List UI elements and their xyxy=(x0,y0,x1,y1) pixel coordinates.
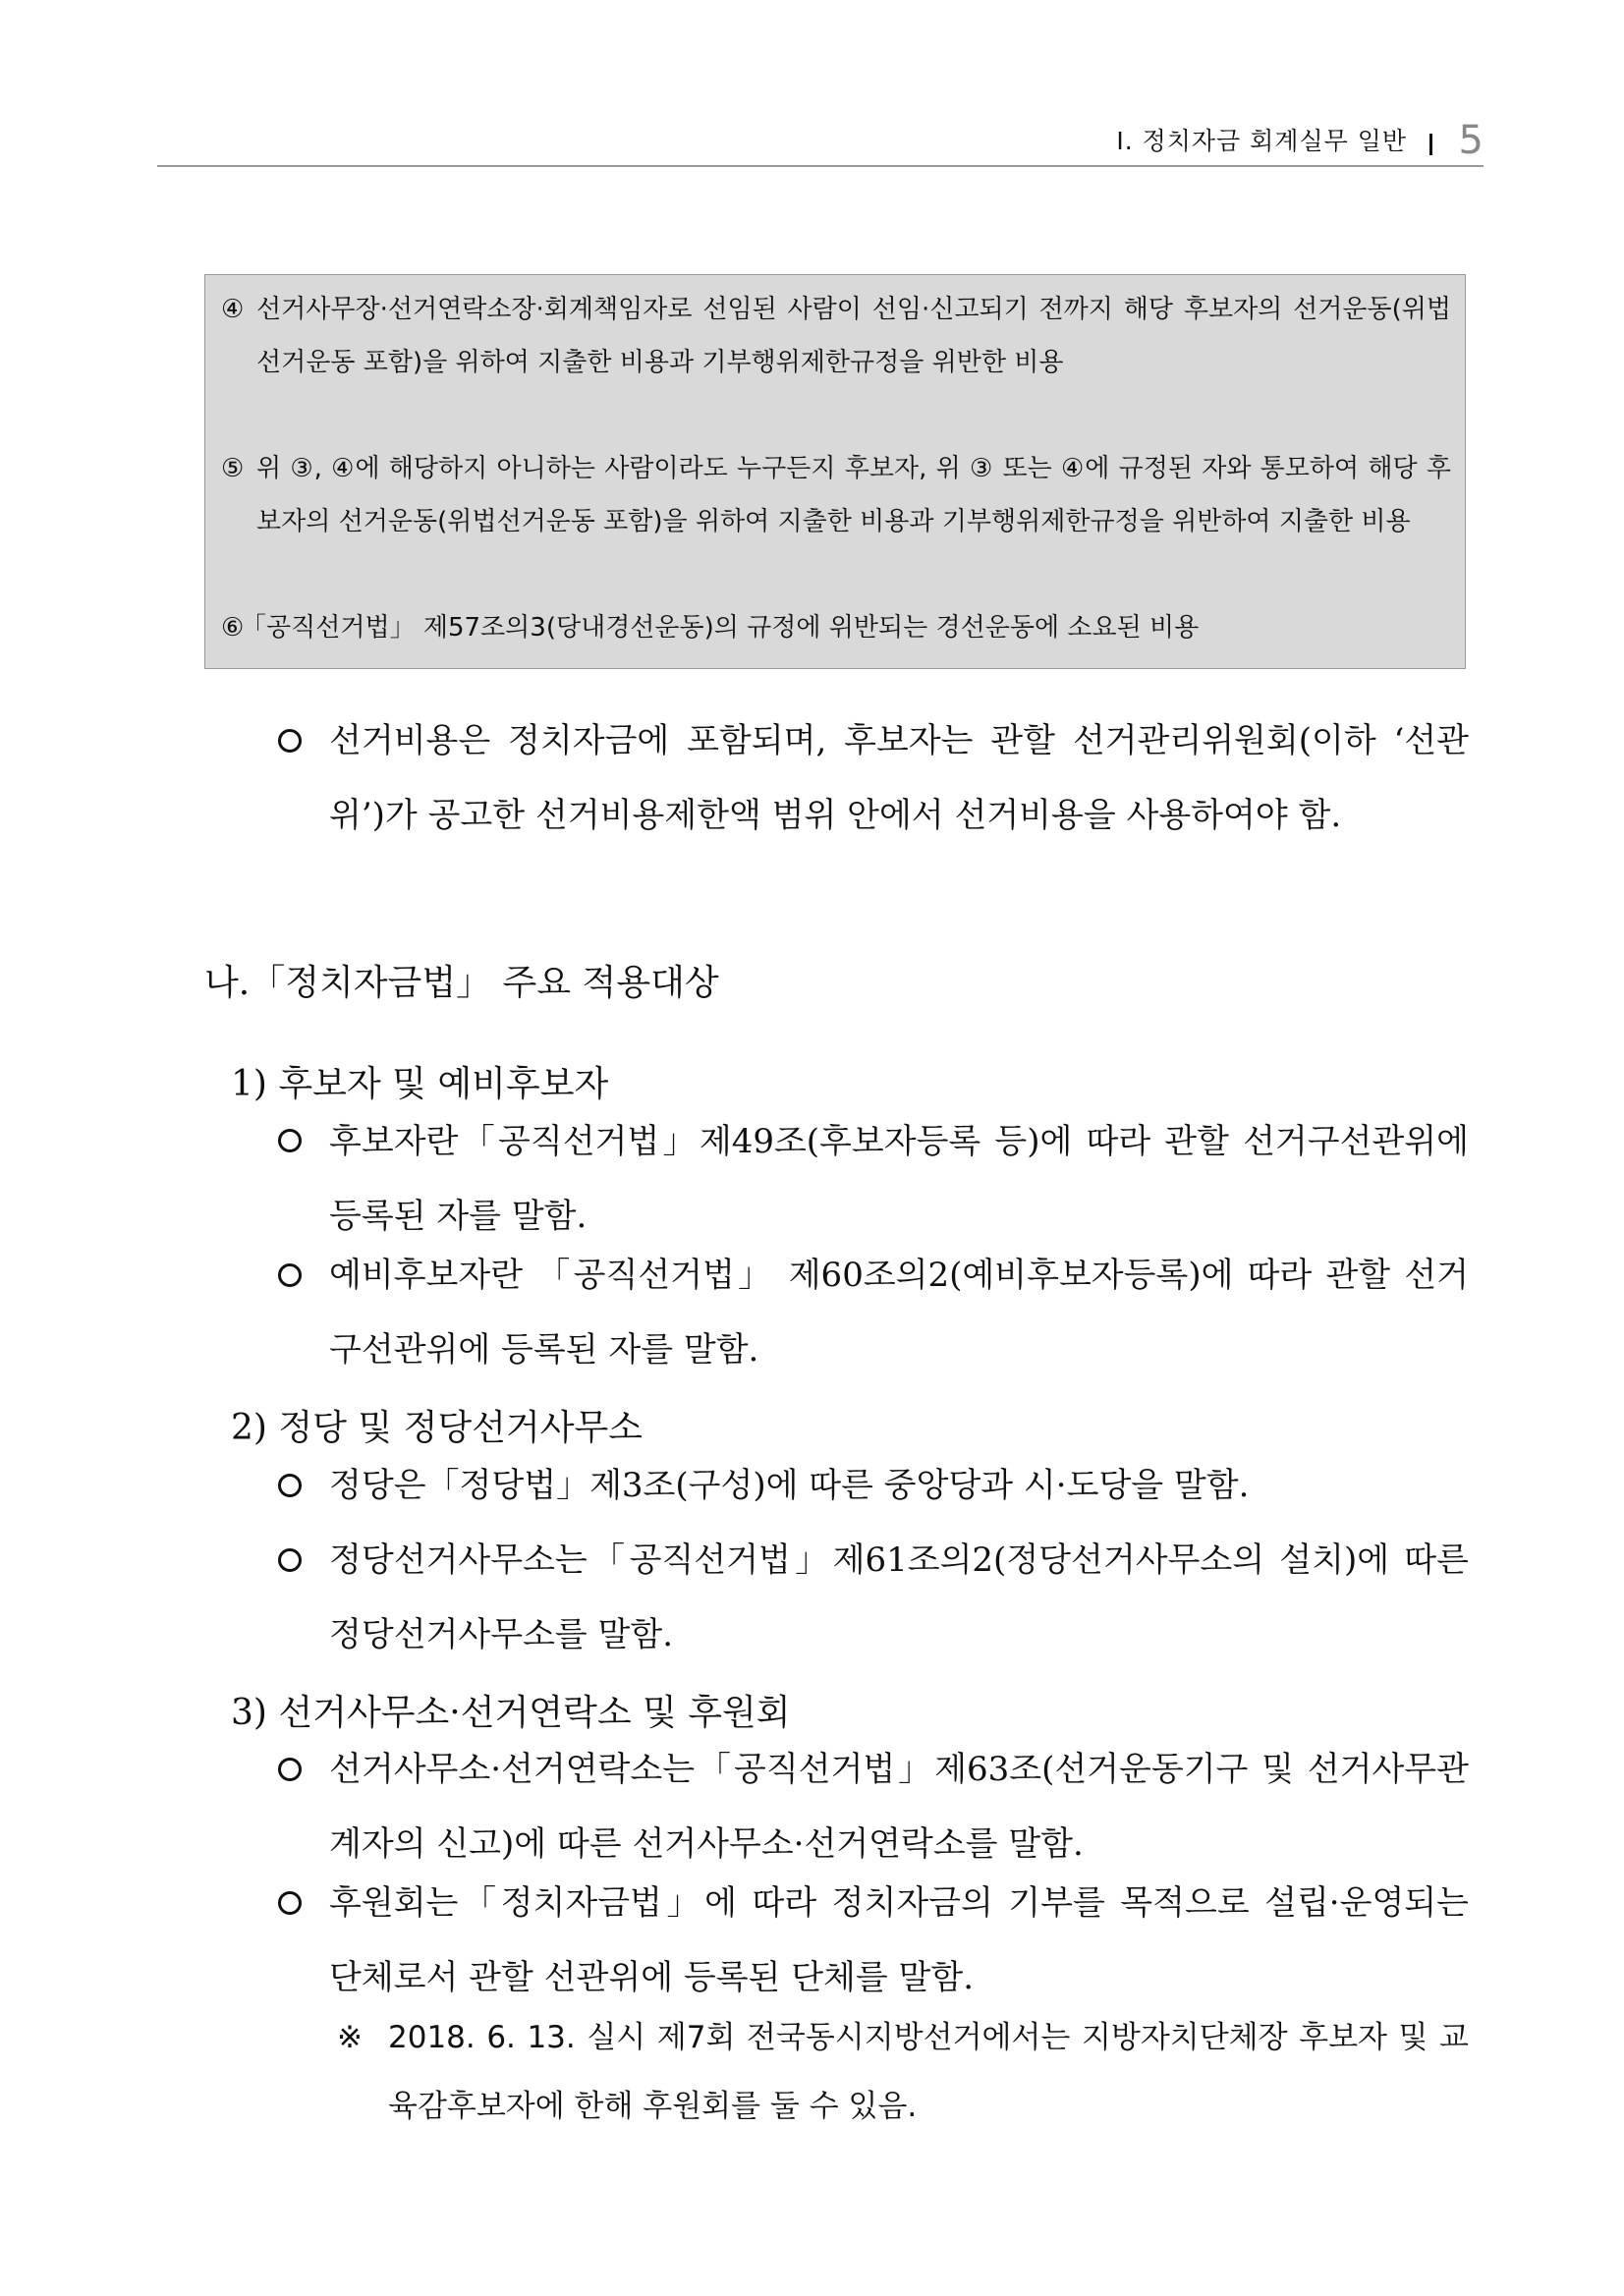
note-mark: ※ xyxy=(337,2020,363,2055)
item-number: ④ xyxy=(221,295,245,324)
paragraph-preliminary-candidate: 예비후보자란 「공직선거법」 제60조의2(예비후보자등록)에 따라 관할 선거구선관위에 등록된 자를 말함. xyxy=(329,1256,1469,1370)
subsection-heading-1: 1) 후보자 및 예비후보자 xyxy=(231,1064,609,1104)
bullet-circle xyxy=(278,729,302,753)
item-text: 「공직선거법」 제57조의3(당내경선운동)의 규정에 위반되는 경선운동에 소요된 비용 xyxy=(241,613,1200,643)
bullet-circle xyxy=(278,1129,302,1152)
page-header xyxy=(157,118,1484,167)
bullet-circle xyxy=(278,1474,302,1497)
item-text: 선거사무장·선거연락소장·회계책임자로 선임된 사람이 선임·신고되기 전까지 해당 후보자의 선거운동(위법선거운동 포함)을 위하여 지출한 비용과 기부행위제한규정을 위반한 비용 xyxy=(256,295,1451,377)
section-heading-na: 나.「정치자금법」 주요 적용대상 xyxy=(204,963,719,1003)
bullet-circle xyxy=(278,1263,302,1287)
bullet-circle xyxy=(278,1548,302,1572)
paragraph-party-office: 정당선거사무소는「공직선거법」제61조의2(정당선거사무소의 설치)에 따른 정당선거사무소를 말함. xyxy=(329,1540,1469,1654)
paragraph-party: 정당은「정당법」제3조(구성)에 따른 중앙당과 시·도당을 말함. xyxy=(329,1466,1250,1505)
item-text: 위 ③, ④에 해당하지 아니하는 사람이라도 누구든지 후보자, 위 ③ 또는 ④에 규정된 자와 통모하여 해당 후보자의 선거운동(위법선거운동 포함)을 위하여 지출한 비용과 기부행위제한규정을 위반하여 지출한 비용 xyxy=(256,454,1451,536)
item-number: ⑥ xyxy=(221,613,245,643)
box-item-5 xyxy=(221,442,1451,548)
page-number: 5 xyxy=(1458,118,1484,163)
paragraph-election-cost: 선거비용은 정치자금에 포함되며, 후보자는 관할 선거관리위원회(이하 ‘선관위’)가 공고한 선거비용제한액 범위 안에서 선거비용을 사용하여야 함. xyxy=(329,721,1469,835)
header-title: Ⅰ. 정치자금 회계실무 일반 xyxy=(1116,127,1407,155)
header-separator xyxy=(1429,134,1432,155)
paragraph-candidate: 후보자란「공직선거법」제49조(후보자등록 등)에 따라 관할 선거구선관위에 등록된 자를 말함. xyxy=(329,1122,1469,1236)
item-number: ⑤ xyxy=(221,454,245,483)
paragraph-support-association: 후원회는「정치자금법」에 따라 정치자금의 기부를 목적으로 설립·운영되는 단체로서 관할 선관위에 등록된 단체를 말함. xyxy=(329,1883,1469,1997)
expense-definition-box xyxy=(204,274,1466,669)
box-item-4 xyxy=(221,283,1451,389)
box-item-6 xyxy=(221,601,1451,654)
bullet-circle xyxy=(278,1758,302,1781)
subsection-heading-3: 3) 선거사무소·선거연락소 및 후원회 xyxy=(231,1693,791,1733)
note-text: 2018. 6. 13. 실시 제7회 전국동시지방선거에서는 지방자치단체장 후보자 및 교육감후보자에 한해 후원회를 둘 수 있음. xyxy=(388,2020,1469,2124)
subsection-heading-2: 2) 정당 및 정당선거사무소 xyxy=(231,1408,644,1448)
bullet-circle xyxy=(278,1891,302,1915)
paragraph-election-office: 선거사무소·선거연락소는「공직선거법」제63조(선거운동기구 및 선거사무관계자의 신고)에 따른 선거사무소·선거연락소를 말함. xyxy=(329,1750,1469,1864)
